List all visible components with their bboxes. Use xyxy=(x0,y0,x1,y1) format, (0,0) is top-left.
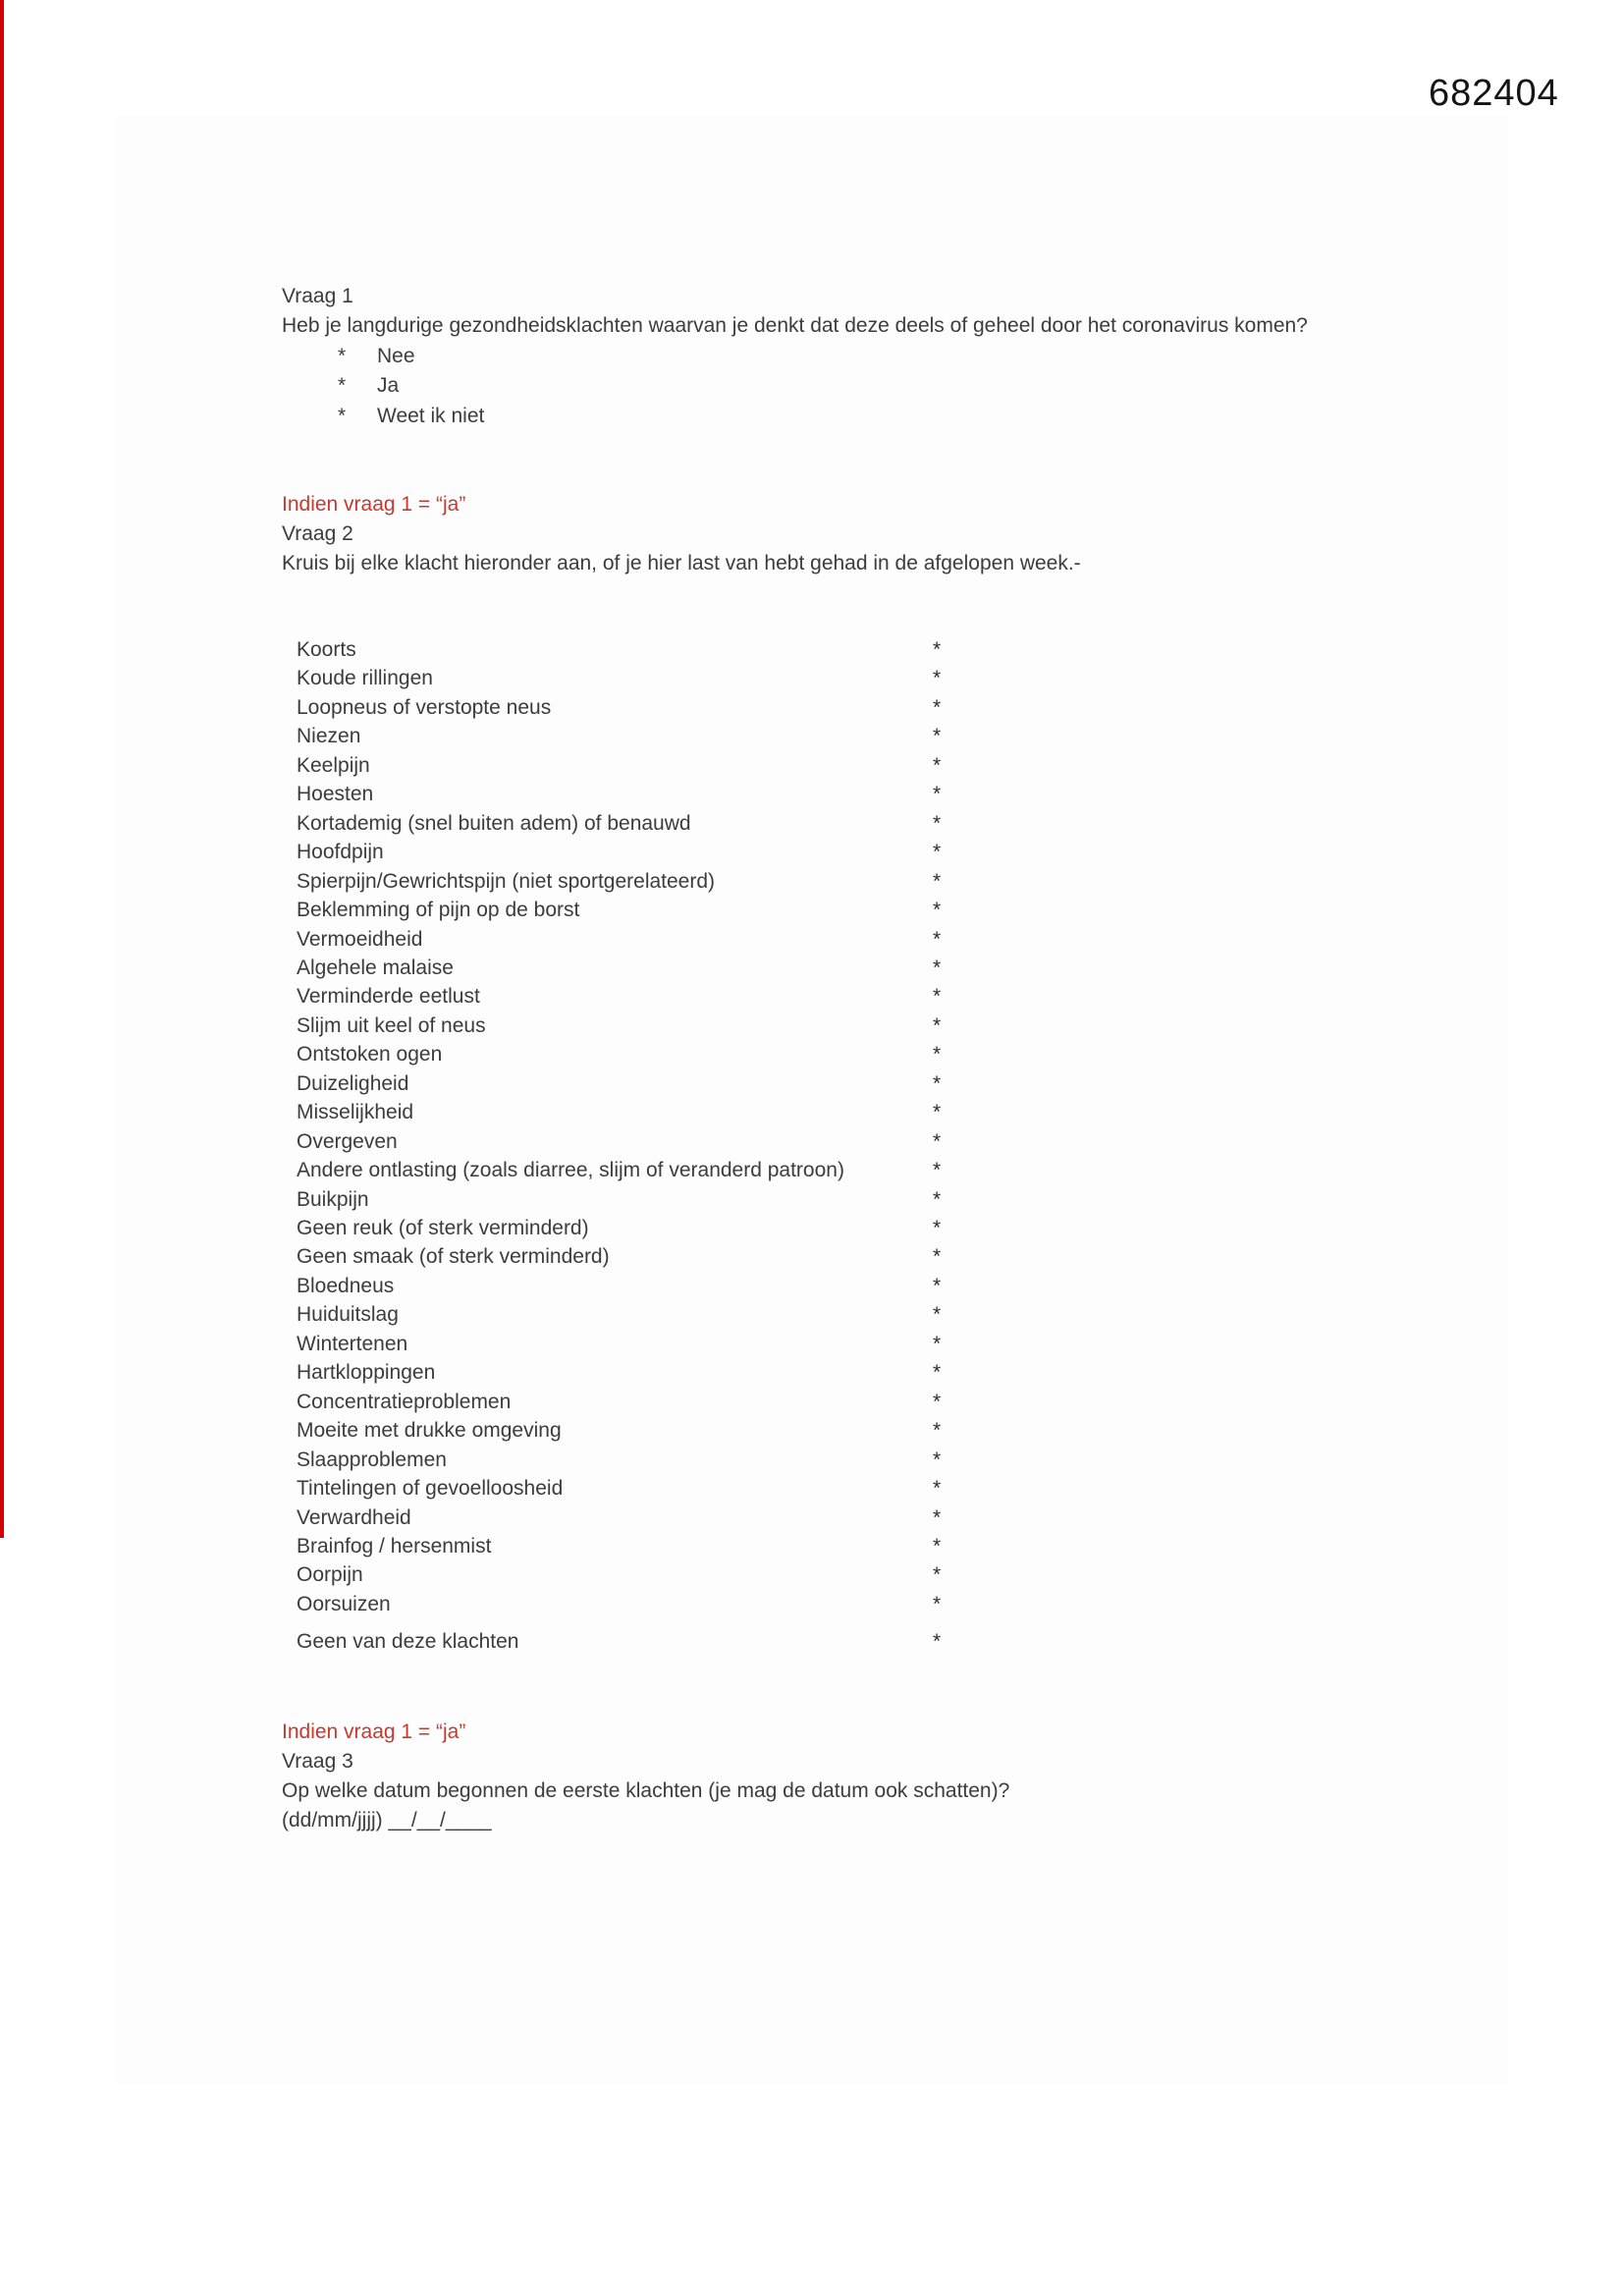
answer-asterisk-icon: * xyxy=(933,985,942,1009)
answer-asterisk-icon: * xyxy=(933,869,942,893)
none-option-label: Geen van deze klachten xyxy=(297,1630,519,1653)
symptom-label: Spierpijn/Gewrichtspijn (niet sportgerelateerd) xyxy=(297,869,716,893)
symptom-label: Concentratieproblemen xyxy=(297,1390,512,1413)
none-of-these-row xyxy=(297,1630,1003,1659)
symptom-label: Huiduitslag xyxy=(297,1303,399,1327)
answer-option-row xyxy=(282,345,773,374)
symptom-row xyxy=(297,1130,1003,1159)
symptom-row xyxy=(297,1275,1003,1303)
answer-asterisk-icon: * xyxy=(933,1245,942,1269)
answer-asterisk-icon: * xyxy=(933,811,942,835)
asterisk-bullet-icon: * xyxy=(338,374,347,398)
symptom-row xyxy=(297,1043,1003,1071)
symptom-label: Oorsuizen xyxy=(297,1592,391,1615)
symptom-row xyxy=(297,1419,1003,1448)
symptom-label: Hoofdpijn xyxy=(297,841,384,864)
question3-title: Vraag 3 xyxy=(282,1750,353,1773)
answer-asterisk-icon: * xyxy=(933,1101,942,1124)
symptom-row xyxy=(297,870,1003,899)
symptom-row xyxy=(297,725,1003,753)
symptom-row xyxy=(297,899,1003,927)
answer-asterisk-icon: * xyxy=(933,1303,942,1327)
symptom-label: Slijm uit keel of neus xyxy=(297,1013,486,1037)
symptom-row xyxy=(297,1477,1003,1505)
symptom-label: Brainfog / hersenmist xyxy=(297,1534,492,1558)
condition-note-q2: Indien vraag 1 = “ja” xyxy=(282,493,466,516)
symptom-row xyxy=(297,812,1003,841)
symptom-label: Niezen xyxy=(297,725,361,748)
symptom-label: Vermoeidheid xyxy=(297,927,423,951)
symptom-label: Misselijkheid xyxy=(297,1101,414,1124)
symptom-label: Andere ontlasting (zoals diarree, slijm of veranderd patroon) xyxy=(297,1159,844,1182)
symptom-label: Moeite met drukke omgeving xyxy=(297,1419,562,1443)
answer-option-row xyxy=(282,405,773,434)
symptom-label: Verwardheid xyxy=(297,1505,411,1529)
question1-text: Heb je langdurige gezondheidsklachten waarvan je denkt dat deze deels of geheel door het coronavirus komen? xyxy=(282,314,1308,337)
answer-asterisk-icon: * xyxy=(933,1419,942,1443)
symptom-label: Geen smaak (of sterk verminderd) xyxy=(297,1245,610,1269)
answer-asterisk-icon: * xyxy=(933,783,942,806)
symptom-label: Oorpijn xyxy=(297,1563,363,1587)
symptom-label: Verminderde eetlust xyxy=(297,985,480,1009)
left-annotation-bar xyxy=(0,0,4,1538)
symptom-label: Buikpijn xyxy=(297,1187,369,1211)
symptom-row xyxy=(297,667,1003,695)
symptom-label: Duizeligheid xyxy=(297,1071,409,1095)
answer-asterisk-icon: * xyxy=(933,1534,942,1558)
symptom-label: Hoesten xyxy=(297,783,374,806)
symptom-row xyxy=(297,783,1003,811)
symptom-row xyxy=(297,1217,1003,1245)
question3-text: Op welke datum begonnen de eerste klachten (je mag de datum ook schatten)? xyxy=(282,1779,1010,1802)
answer-asterisk-icon: * xyxy=(933,638,942,661)
answer-option-label: Nee xyxy=(377,345,415,367)
answer-asterisk-icon: * xyxy=(933,1563,942,1587)
answer-asterisk-icon: * xyxy=(933,1448,942,1471)
answer-asterisk-icon: * xyxy=(933,1361,942,1385)
symptom-label: Wintertenen xyxy=(297,1332,408,1355)
symptom-row xyxy=(297,1014,1003,1043)
symptom-label: Geen reuk (of sterk verminderd) xyxy=(297,1217,589,1239)
symptom-row xyxy=(297,1072,1003,1101)
symptom-row xyxy=(297,1245,1003,1274)
answer-option-label: Weet ik niet xyxy=(377,404,485,427)
answer-asterisk-icon: * xyxy=(933,1477,942,1501)
symptom-row xyxy=(297,1391,1003,1419)
asterisk-bullet-icon: * xyxy=(338,404,347,427)
question1-title: Vraag 1 xyxy=(282,285,353,307)
symptom-label: Hartkloppingen xyxy=(297,1361,436,1385)
symptom-label: Tintelingen of gevoelloosheid xyxy=(297,1477,564,1501)
question2-text: Kruis bij elke klacht hieronder aan, of je hier last van hebt gehad in de afgelopen week.- xyxy=(282,552,1081,574)
answer-asterisk-icon: * xyxy=(933,927,942,951)
answer-asterisk-icon: * xyxy=(933,1043,942,1066)
answer-asterisk-icon: * xyxy=(933,667,942,690)
symptom-row xyxy=(297,1188,1003,1217)
condition-note-q3: Indien vraag 1 = “ja” xyxy=(282,1721,466,1743)
answer-asterisk-icon: * xyxy=(933,1129,942,1153)
symptom-row xyxy=(297,1101,1003,1129)
answer-asterisk-icon: * xyxy=(933,725,942,748)
symptom-row xyxy=(297,985,1003,1013)
symptom-label: Beklemming of pijn op de borst xyxy=(297,899,580,922)
symptom-label: Koude rillingen xyxy=(297,667,433,690)
answer-asterisk-icon: * xyxy=(933,1159,942,1182)
symptom-label: Kortademig (snel buiten adem) of benauwd xyxy=(297,811,691,835)
symptom-row xyxy=(297,1333,1003,1361)
symptom-row xyxy=(297,957,1003,985)
answer-asterisk-icon: * xyxy=(933,695,942,719)
symptom-row xyxy=(297,1159,1003,1187)
answer-asterisk-icon: * xyxy=(933,1390,942,1413)
symptom-row xyxy=(297,1449,1003,1477)
symptom-row xyxy=(297,928,1003,957)
answer-asterisk-icon: * xyxy=(933,956,942,979)
asterisk-bullet-icon: * xyxy=(338,345,347,367)
question2-title: Vraag 2 xyxy=(282,522,353,545)
symptom-label: Loopneus of verstopte neus xyxy=(297,695,552,719)
answer-option-label: Ja xyxy=(377,374,400,398)
symptom-row xyxy=(297,1535,1003,1563)
symptom-row xyxy=(297,754,1003,783)
symptom-row xyxy=(297,696,1003,725)
symptom-label: Slaapproblemen xyxy=(297,1448,447,1471)
answer-asterisk-icon: * xyxy=(933,1630,942,1653)
answer-asterisk-icon: * xyxy=(933,1274,942,1297)
answer-asterisk-icon: * xyxy=(933,1332,942,1355)
symptom-row xyxy=(297,1506,1003,1535)
question3-date-format: (dd/mm/jjjj) __/__/____ xyxy=(282,1809,492,1831)
symptom-label: Keelpijn xyxy=(297,753,370,777)
answer-asterisk-icon: * xyxy=(933,1013,942,1037)
symptom-row xyxy=(297,1563,1003,1592)
answer-option-row xyxy=(282,374,773,404)
symptom-label: Bloedneus xyxy=(297,1274,395,1297)
answer-asterisk-icon: * xyxy=(933,753,942,777)
symptom-row xyxy=(297,841,1003,869)
answer-asterisk-icon: * xyxy=(933,1505,942,1529)
symptom-label: Ontstoken ogen xyxy=(297,1043,443,1066)
page-number: 682404 xyxy=(1429,73,1559,114)
answer-asterisk-icon: * xyxy=(933,1071,942,1095)
symptom-row xyxy=(297,1303,1003,1332)
answer-asterisk-icon: * xyxy=(933,1187,942,1211)
answer-asterisk-icon: * xyxy=(933,1217,942,1239)
symptom-label: Overgeven xyxy=(297,1129,398,1153)
answer-asterisk-icon: * xyxy=(933,1592,942,1615)
symptom-row xyxy=(297,638,1003,667)
answer-asterisk-icon: * xyxy=(933,841,942,864)
symptom-row xyxy=(297,1361,1003,1390)
symptom-label: Algehele malaise xyxy=(297,956,454,979)
answer-asterisk-icon: * xyxy=(933,899,942,922)
symptom-row xyxy=(297,1593,1003,1621)
symptom-label: Koorts xyxy=(297,638,356,661)
